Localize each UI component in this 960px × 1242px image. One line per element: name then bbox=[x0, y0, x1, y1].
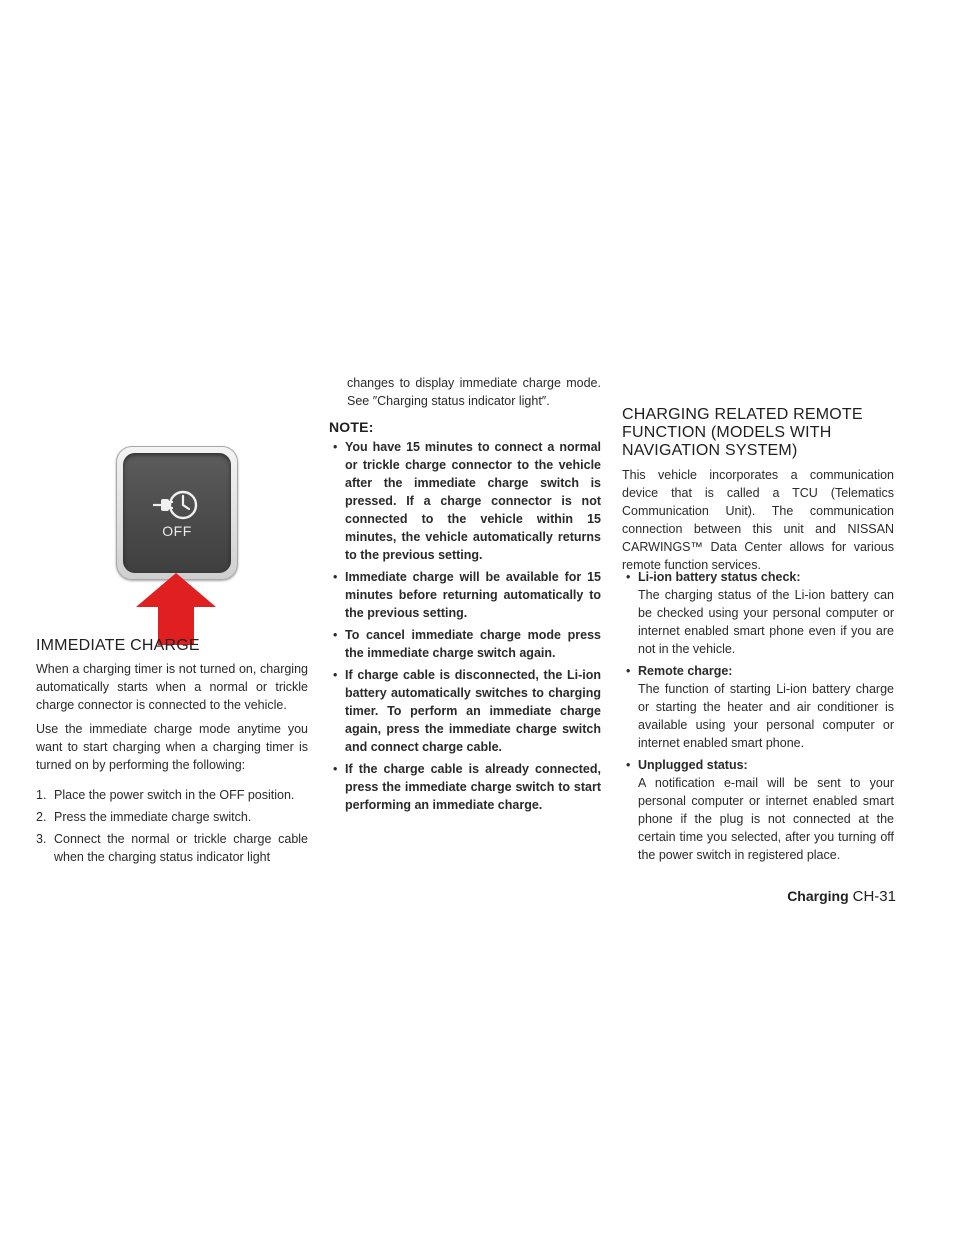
note-item: • You have 15 minutes to connect a normal or trickle charge connector to the vehicle after the immediate charge switch is pressed. If a charge connector is not connected to the vehicle within 15 minutes, the vehicle automatically returns to the previous setting. bbox=[329, 438, 601, 564]
step-3: 3. Connect the normal or trickle charge cable when the charging status indicator light bbox=[36, 832, 308, 864]
steps-list bbox=[36, 786, 308, 866]
step-3-continuation: changes to display immediate charge mode. See ″Charging status indicator light″. bbox=[347, 376, 601, 408]
section-name: Charging bbox=[787, 888, 849, 904]
remote-features-list bbox=[622, 568, 894, 864]
feature-title: • Unplugged status: bbox=[622, 756, 894, 774]
feature-text: A notification e-mail will be sent to your personal computer or internet enabled smart phone if the plug is not connected at the certain time you selected, after you turning off the power switch in registered place. bbox=[638, 776, 894, 862]
feature-title: • Remote charge: bbox=[622, 662, 894, 680]
immediate-charge-heading: IMMEDIATE CHARGE bbox=[36, 637, 200, 654]
intro-paragraph: When a charging timer is not turned on, charging automatically starts when a normal or trickle charge connector is connected to the vehicle. bbox=[36, 662, 308, 712]
note-item: • If charge cable is disconnected, the Li-ion battery automatically switches to charging timer. To perform an immediate charge again, press the immediate charge switch and connect charge cable. bbox=[329, 666, 601, 756]
remote-function-heading: CHARGING RELATED REMOTE FUNCTION (MODELS WITH NAVIGATION SYSTEM) bbox=[622, 406, 863, 459]
note-item: • Immediate charge will be available for 15 minutes before returning automatically to the previous setting. bbox=[329, 568, 601, 622]
note-heading: NOTE: bbox=[329, 419, 374, 435]
note-item: • To cancel immediate charge mode press the immediate charge switch again. bbox=[329, 626, 601, 662]
arrow-up-icon bbox=[136, 573, 216, 645]
page-number: CH-31 bbox=[852, 888, 896, 905]
feature-text: The function of starting Li-ion battery charge or starting the heater and air conditioner is available using your personal computer or internet enabled smart phone. bbox=[638, 682, 894, 750]
page-footer bbox=[742, 888, 896, 906]
immediate-charge-switch bbox=[116, 446, 238, 580]
switch-off-label: OFF bbox=[162, 523, 192, 539]
feature-text: The charging status of the Li-ion battery can be checked using your personal computer or internet enabled smart phone even if you are not in the vehicle. bbox=[638, 588, 894, 656]
step-2: 2. Press the immediate charge switch. bbox=[36, 810, 252, 824]
switch-face bbox=[123, 453, 231, 573]
usage-paragraph: Use the immediate charge mode anytime you want to start charging when a charging timer is turned on by performing the following: bbox=[36, 722, 308, 772]
notes-list bbox=[329, 438, 601, 814]
immediate-charge-switch-figure bbox=[116, 446, 236, 646]
remote-intro-paragraph: This vehicle incorporates a communication device that is called a TCU (Telematics Communication Unit). The communication connection between this unit and NISSAN CARWINGS™ Data Center allows for various remote function services. bbox=[622, 468, 894, 572]
step-1: 1. Place the power switch in the OFF position. bbox=[36, 788, 295, 802]
note-item: • If the charge cable is already connected, press the immediate charge switch to start performing an immediate charge. bbox=[329, 760, 601, 814]
feature-title: • Li-ion battery status check: bbox=[622, 568, 894, 586]
